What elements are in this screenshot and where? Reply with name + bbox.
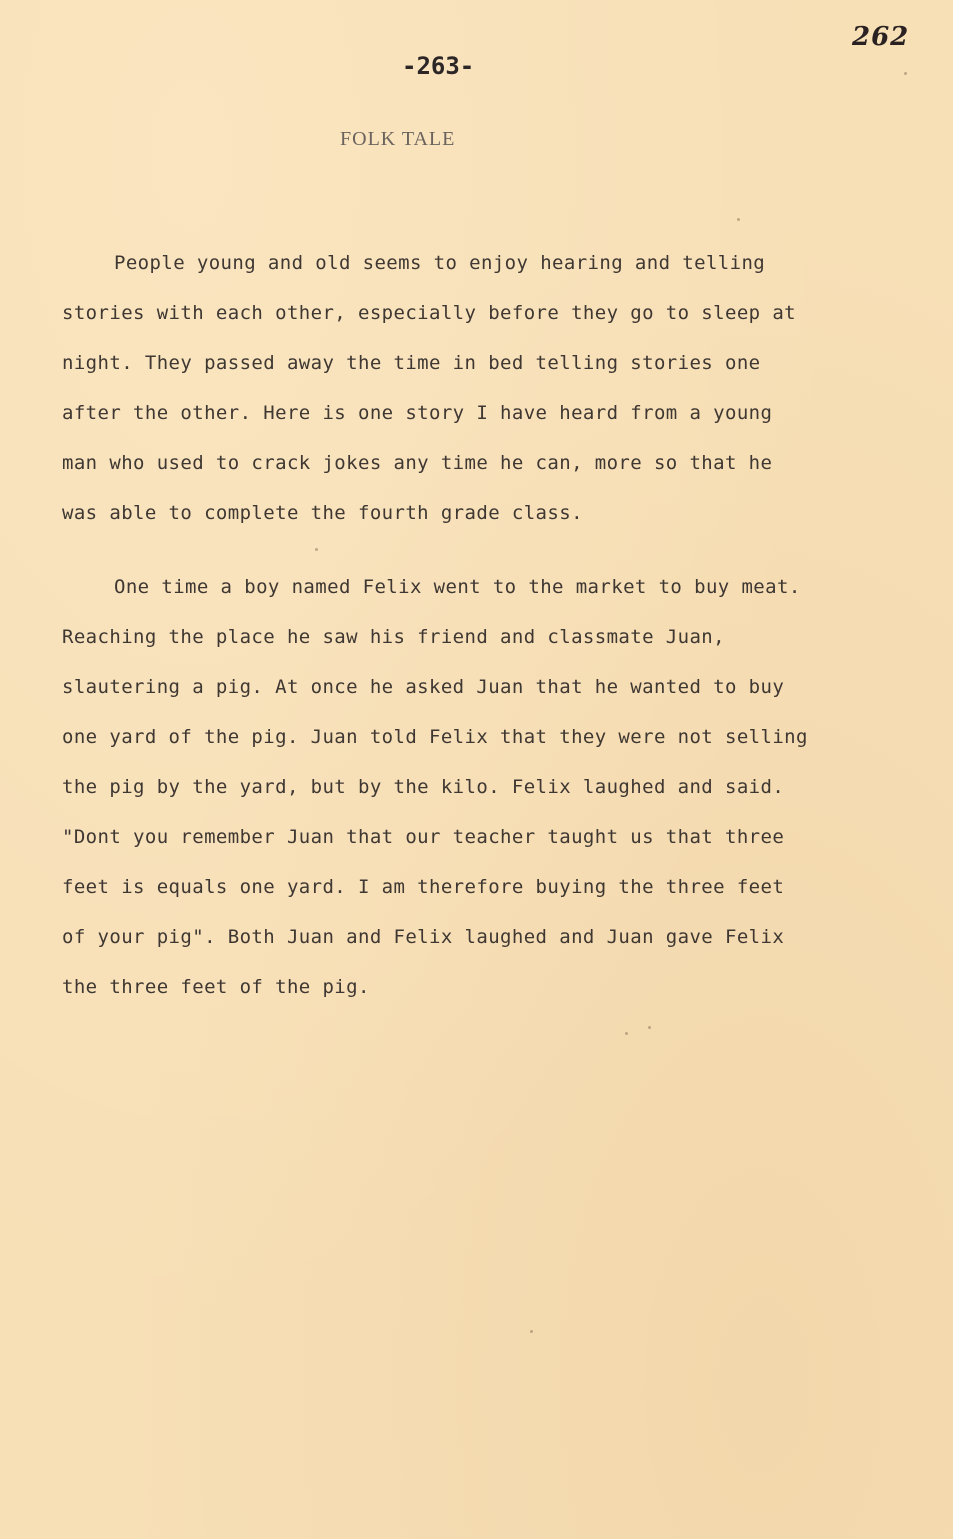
- text-line: was able to complete the fourth grade class.: [62, 502, 583, 524]
- paragraph-story: [62, 562, 872, 1012]
- text-line: after the other. Here is one story I have heard from a young: [62, 402, 773, 424]
- text-line: the three feet of the pig.: [62, 976, 370, 998]
- handwritten-folio-number: 262: [852, 22, 910, 52]
- text-line: Reaching the place he saw his friend and classmate Juan,: [62, 626, 725, 648]
- text-line: One time a boy named Felix went to the market to buy meat.: [114, 576, 801, 598]
- paper-speck: [648, 1026, 651, 1029]
- document-title: FOLK TALE: [340, 128, 456, 150]
- paper-speck: [530, 1330, 533, 1333]
- text-line: the pig by the yard, but by the kilo. Felix laughed and said.: [62, 776, 785, 798]
- paragraph-intro: [62, 238, 872, 538]
- text-line: People young and old seems to enjoy hearing and telling: [114, 252, 766, 274]
- paper-speck: [904, 72, 907, 75]
- text-line: "Dont you remember Juan that our teacher taught us that three: [62, 826, 785, 848]
- text-line: slautering a pig. At once he asked Juan that he wanted to buy: [62, 676, 785, 698]
- text-line: of your pig". Both Juan and Felix laughed and Juan gave Felix: [62, 926, 785, 948]
- text-line: man who used to crack jokes any time he can, more so that he: [62, 452, 773, 474]
- paper-speck: [625, 1032, 628, 1035]
- text-line: feet is equals one yard. I am therefore buying the three feet: [62, 876, 785, 898]
- text-line: stories with each other, especially before they go to sleep at: [62, 302, 797, 324]
- paper-speck: [737, 218, 740, 221]
- paper-speck: [315, 548, 318, 551]
- text-line: one yard of the pig. Juan told Felix that they were not selling: [62, 726, 808, 748]
- text-line: night. They passed away the time in bed telling stories one: [62, 352, 761, 374]
- page-number: -263-: [402, 52, 475, 80]
